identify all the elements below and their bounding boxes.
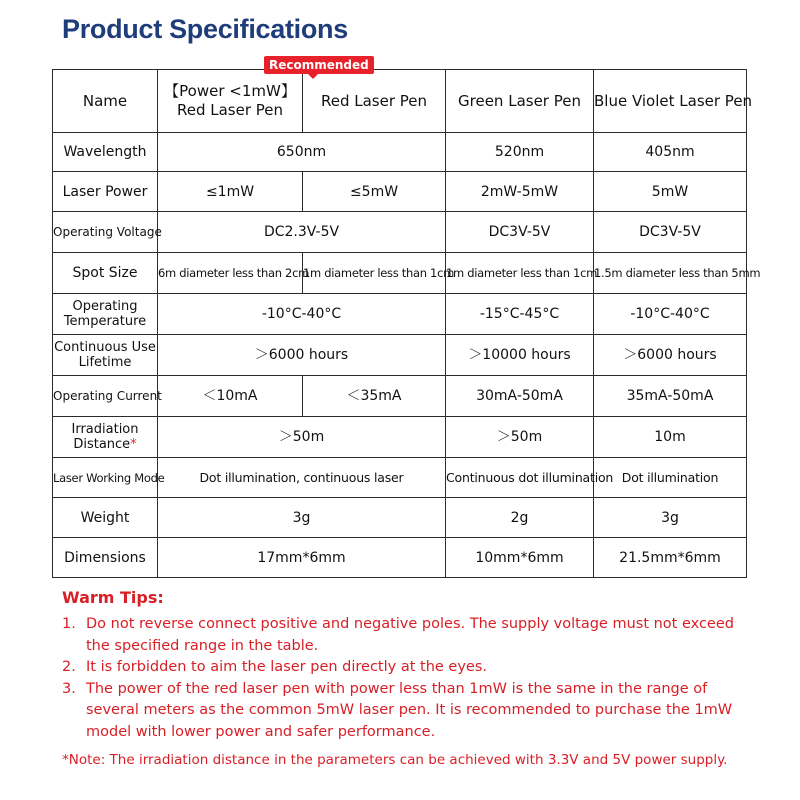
header-product-2: Red Laser Pen (303, 70, 446, 133)
tip-text: Do not reverse connect positive and negative poles. The supply voltage must not exceed the specified range in the table. (86, 616, 734, 654)
header-product-4: Blue Violet Laser Pen (594, 70, 747, 133)
cell: 10mm*6mm (446, 538, 594, 578)
cell: DC3V-5V (594, 212, 747, 253)
spec-table (52, 69, 761, 578)
cell: 3g (158, 498, 446, 538)
cell: Continuous dot illumination (446, 458, 594, 498)
cell: 520nm (446, 133, 594, 172)
table-row (53, 335, 747, 376)
recommended-badge: Recommended (264, 56, 374, 74)
table-row (53, 253, 747, 294)
header-product-1: 【Power <1mW】 Red Laser Pen (158, 70, 303, 133)
cell: ＜35mA (303, 376, 446, 417)
cell: ＞50m (158, 417, 446, 458)
header-product-3: Green Laser Pen (446, 70, 594, 133)
cell: Dot illumination, continuous laser (158, 458, 446, 498)
tips-heading: Warm Tips: (62, 588, 164, 607)
cell: ≤5mW (303, 172, 446, 212)
cell: ＞50m (446, 417, 594, 458)
table-row (53, 417, 747, 458)
cell: 17mm*6mm (158, 538, 446, 578)
table-row (53, 212, 747, 253)
row-label: Dimensions (53, 538, 158, 578)
row-label: Weight (53, 498, 158, 538)
tip-text: It is forbidden to aim the laser pen directly at the eyes. (86, 659, 488, 675)
cell: 405nm (594, 133, 747, 172)
cell: 1m diameter less than 1cm (303, 253, 446, 294)
cell: 2mW-5mW (446, 172, 594, 212)
cell: 6m diameter less than 2cm (158, 253, 303, 294)
table-row (53, 172, 747, 212)
cell: -10°C-40°C (594, 294, 747, 335)
tip-text: The power of the red laser pen with power less than 1mW is the same in the range of several meters as the common 5mW laser pen. It is recommended to purchase the 1mW model with lower power and safer performance. (86, 680, 733, 740)
table-row (53, 294, 747, 335)
row-label: Operating Current (53, 376, 158, 417)
cell: 1.5m diameter less than 5mm (594, 253, 747, 294)
list-item (62, 657, 742, 679)
footnote: *Note: The irradiation distance in the parameters can be achieved with 3.3V and 5V power supply. (62, 752, 728, 768)
list-item (62, 679, 742, 744)
cell: 5mW (594, 172, 747, 212)
table-row (53, 498, 747, 538)
cell: ＞6000 hours (594, 335, 747, 376)
table-row (53, 458, 747, 498)
row-label: Spot Size (53, 253, 158, 294)
page-title: Product Specifications (62, 14, 348, 44)
row-label: Operating Voltage (53, 212, 158, 253)
header-name: Name (53, 70, 158, 133)
cell: ≤1mW (158, 172, 303, 212)
row-label: Operating Temperature (53, 294, 158, 335)
cell: 10m (594, 417, 747, 458)
cell: 650nm (158, 133, 446, 172)
row-label: Laser Working Mode (53, 458, 158, 498)
row-label: Laser Power (53, 172, 158, 212)
cell: 21.5mm*6mm (594, 538, 747, 578)
row-label: Continuous Use Lifetime (53, 335, 158, 376)
cell: 2g (446, 498, 594, 538)
table-row (53, 538, 747, 578)
cell: 35mA-50mA (594, 376, 747, 417)
tip-number: 2. (62, 659, 76, 675)
cell: ＞6000 hours (158, 335, 446, 376)
row-label (53, 417, 158, 458)
tips-list (62, 614, 742, 743)
cell: Dot illumination (594, 458, 747, 498)
cell: 1m diameter less than 1cm (446, 253, 594, 294)
list-item (62, 614, 742, 657)
asterisk-mark: * (130, 437, 137, 452)
cell: 3g (594, 498, 747, 538)
row-label-text: Irradiation Distance (71, 422, 139, 452)
tip-number: 1. (62, 616, 76, 632)
tip-number: 3. (62, 680, 76, 697)
cell: DC3V-5V (446, 212, 594, 253)
cell: -10°C-40°C (158, 294, 446, 335)
cell: DC2.3V-5V (158, 212, 446, 253)
table-row (53, 133, 747, 172)
cell: ＜10mA (158, 376, 303, 417)
table-row (53, 376, 747, 417)
table-row (53, 70, 747, 133)
cell: -15°C-45°C (446, 294, 594, 335)
row-label: Wavelength (53, 133, 158, 172)
cell: 30mA-50mA (446, 376, 594, 417)
cell: ＞10000 hours (446, 335, 594, 376)
